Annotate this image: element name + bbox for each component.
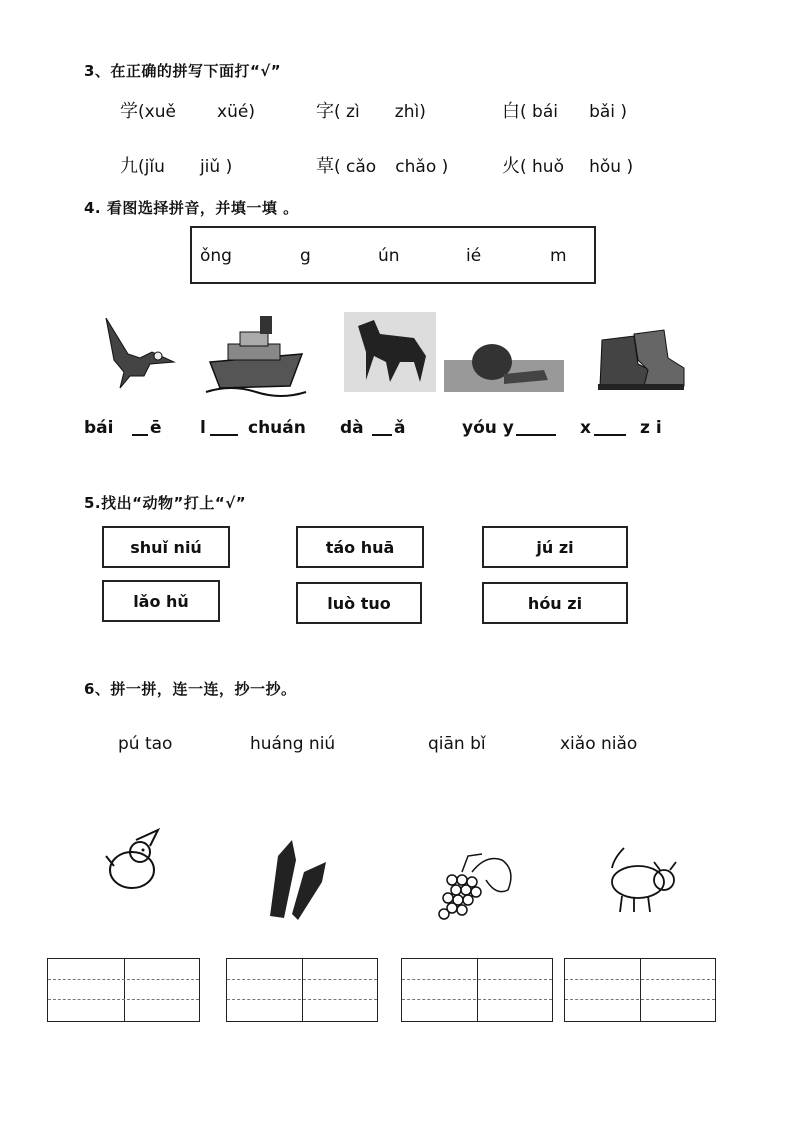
q5-word-box[interactable]: luò tuo <box>296 582 422 624</box>
q4-blank-line[interactable] <box>594 418 626 436</box>
q4-blank-text: ē <box>150 418 162 438</box>
q6-word: xiǎo niǎo <box>560 734 638 754</box>
q3-option-b: chǎo ) <box>395 157 449 177</box>
q3-option-a: (jǐu <box>138 157 165 177</box>
q4-blank-text: l <box>200 418 206 438</box>
q5-word-box[interactable]: lǎo hǔ <box>102 580 220 622</box>
q4-title: 4. 看图选择拼音，并填一填 。 <box>84 199 299 217</box>
q5-word-box[interactable]: shuǐ niú <box>102 526 230 568</box>
q3-char: 火 <box>502 156 520 177</box>
q3-char: 学 <box>120 101 138 122</box>
cow-icon <box>604 844 680 916</box>
q4-options-box <box>190 226 596 284</box>
q4-blank-text: zi <box>640 418 668 438</box>
writing-grid[interactable] <box>564 958 716 1022</box>
q3-option-b: jiǔ ) <box>199 157 233 177</box>
q5-word-box[interactable]: táo huā <box>296 526 424 568</box>
q4-blank-text: x <box>580 418 591 438</box>
frog-icon <box>444 334 564 392</box>
bird-icon <box>100 826 170 896</box>
q4-blank-text: chuán <box>248 418 306 438</box>
grapes-icon <box>432 850 524 924</box>
q3-item-1 <box>120 97 255 123</box>
q3-option-a: ( huǒ <box>520 157 564 177</box>
q4-blank-line[interactable] <box>372 418 392 436</box>
q5-title: 5.找出“动物”打上“√” <box>84 494 247 512</box>
q6-title: 6、拼一拼，连一连，抄一抄。 <box>84 680 297 698</box>
boots-icon <box>594 330 686 392</box>
q4-option: ún <box>378 246 400 266</box>
q3-option-a: ( zì <box>334 102 360 122</box>
q3-item-3 <box>502 97 627 123</box>
q4-blank-text: bái <box>84 418 114 438</box>
q4-blank-text: yóu y <box>462 418 514 438</box>
writing-grid[interactable] <box>47 958 200 1022</box>
q3-option-a: (xuě <box>138 102 176 122</box>
horse-icon <box>344 312 436 392</box>
q4-option: ié <box>466 246 482 266</box>
writing-grid[interactable] <box>226 958 378 1022</box>
q4-blank-text: ǎ <box>394 418 406 438</box>
q3-item-5 <box>316 152 448 178</box>
q3-item-6 <box>502 152 633 178</box>
q4-blank-line[interactable] <box>516 418 556 436</box>
q6-word: huáng niú <box>250 734 336 754</box>
q4-option: g <box>300 246 311 266</box>
eagle-icon <box>100 314 180 394</box>
q4-option: m <box>550 246 567 266</box>
pencils-icon <box>264 836 338 922</box>
q5-word-box[interactable]: hóu zi <box>482 582 628 624</box>
q3-option-a: ( bái <box>520 102 558 122</box>
q4-blank-line[interactable] <box>132 418 148 436</box>
q3-char: 白 <box>502 101 520 122</box>
ship-icon <box>206 314 306 398</box>
q6-word: pú tao <box>118 734 173 754</box>
q4-blank-line[interactable] <box>210 418 238 436</box>
q3-option-b: xüé) <box>217 102 255 122</box>
q3-option-b: zhì) <box>394 102 426 122</box>
q3-option-a: ( cǎo <box>334 157 377 177</box>
q4-blank-text: dà <box>340 418 364 438</box>
q3-item-4 <box>120 152 232 178</box>
writing-grid[interactable] <box>401 958 553 1022</box>
q3-title: 3、在正确的拼写下面打“√” <box>84 62 282 80</box>
q3-option-b: bǎi ) <box>589 102 628 122</box>
q3-item-2 <box>316 97 426 123</box>
q3-option-b: hǒu ) <box>589 157 634 177</box>
q4-option: ǒng <box>200 246 232 266</box>
q3-char: 九 <box>120 156 138 177</box>
q3-char: 草 <box>316 156 334 177</box>
q5-word-box[interactable]: jú zi <box>482 526 628 568</box>
q3-char: 字 <box>316 101 334 122</box>
q6-word: qiān bǐ <box>428 734 486 754</box>
